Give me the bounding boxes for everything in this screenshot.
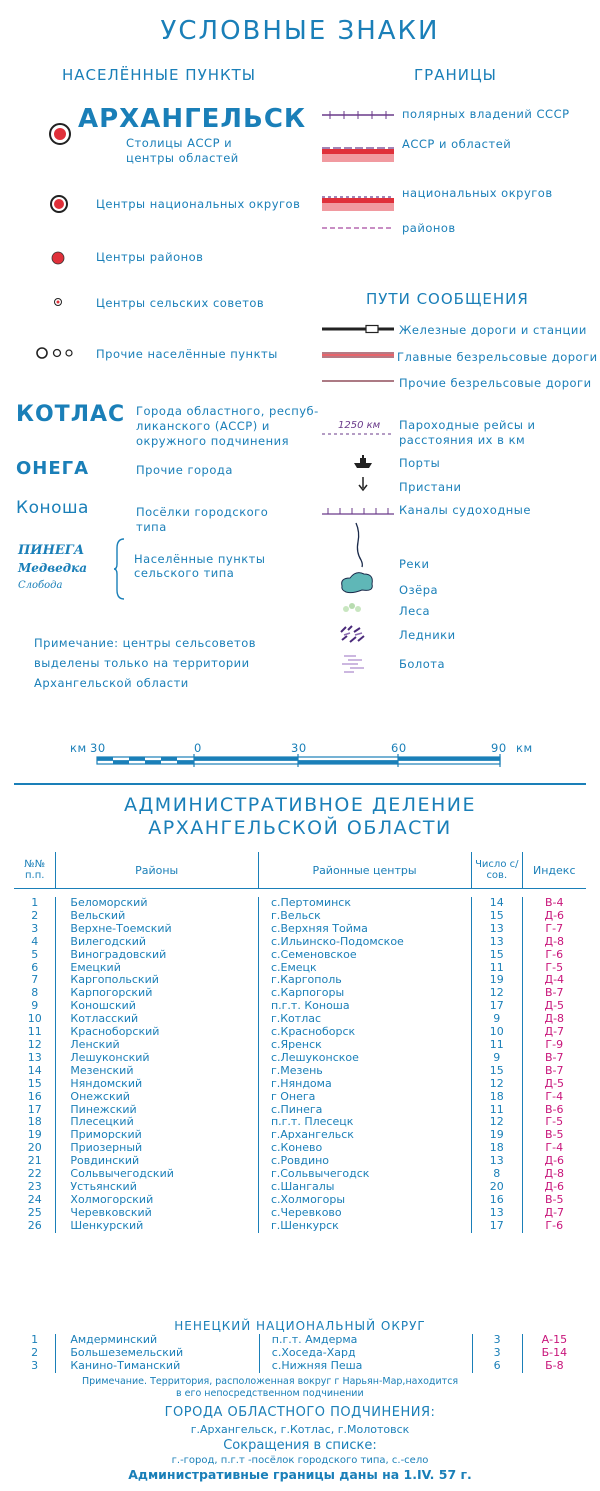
glaciers-label: Ледники: [399, 628, 456, 642]
row-index: В-7: [545, 1050, 564, 1064]
row-count: 20: [472, 1181, 523, 1194]
row-count: 17: [472, 1000, 523, 1013]
row-index: В-5: [545, 1192, 564, 1206]
nenets-title: НЕНЕЦКИЙ НАЦИОНАЛЬНЫЙ ОКРУГ: [174, 1319, 426, 1333]
row-index: Г-7: [545, 921, 564, 935]
row-district: Каргопольский: [56, 974, 259, 987]
row-center: г.Котлас: [258, 1013, 471, 1026]
row-center: г.Шенкурск: [258, 1220, 471, 1233]
row-district: Ленский: [56, 1039, 259, 1052]
row-district: Емецкий: [56, 962, 259, 975]
note-line-2: выделены только на территории: [34, 656, 250, 670]
ship-label-2: расстояния их в км: [399, 433, 526, 447]
row-center: с.Нижняя Пеша: [259, 1360, 472, 1373]
row-num: 24: [14, 1194, 56, 1207]
row-district: Лешуконский: [56, 1052, 259, 1065]
scale-tick-30: 30: [291, 741, 307, 755]
swamps-label: Болота: [399, 657, 446, 671]
capital-desc-2: центры областей: [126, 151, 239, 165]
table-row: [14, 1207, 586, 1220]
pier-icon: [357, 476, 369, 492]
row-district: Котласский: [56, 1013, 259, 1026]
row-num: 2: [14, 1347, 56, 1360]
main-road-icon: [322, 351, 394, 359]
main-road-label: Главные безрельсовые дороги: [397, 350, 598, 364]
glacier-icon: [338, 624, 368, 646]
scale-tick-30-left: 30: [90, 741, 106, 755]
district-centers-label: Центры районов: [96, 250, 204, 264]
row-num: 15: [14, 1078, 56, 1091]
admin-table: [14, 852, 586, 1233]
row-num: 4: [14, 936, 56, 949]
routes-heading: ПУТИ СООБЩЕНИЯ: [366, 290, 529, 308]
row-center: г.Вельск: [258, 910, 471, 923]
row-count: 9: [472, 1013, 523, 1026]
row-district: Приозерный: [56, 1142, 259, 1155]
row-center: п.г.т. Плесецк: [258, 1116, 471, 1129]
ship-distance-label: 1250 км: [338, 420, 381, 431]
kotlas-desc-2: ликанского (АССР) и: [136, 419, 270, 433]
header-center: Районные центры: [258, 852, 471, 889]
row-num: 13: [14, 1052, 56, 1065]
row-district: Красноборский: [56, 1026, 259, 1039]
row-center: с.Емецк: [258, 962, 471, 975]
onega-desc: Прочие города: [136, 463, 233, 477]
row-district: Большеземельский: [56, 1347, 259, 1360]
scale-unit-right: км: [516, 741, 533, 755]
row-index: Д-6: [544, 1179, 565, 1193]
row-district: Устьянский: [56, 1181, 259, 1194]
rural-desc-1: Населённые пункты: [134, 552, 266, 566]
table-row: [14, 910, 586, 923]
row-num: 3: [14, 923, 56, 936]
row-district: Шенкурский: [56, 1220, 259, 1233]
national-center-icon: [49, 194, 69, 214]
onega-sample: ОНЕГА: [16, 458, 90, 479]
row-count: 12: [472, 1078, 523, 1091]
row-center: с.Карпогоры: [258, 987, 471, 1000]
row-num: 9: [14, 1000, 56, 1013]
row-index: Г-6: [545, 1218, 564, 1232]
row-center: с.Ровдино: [258, 1155, 471, 1168]
abbr-title: Сокращения в списке:: [223, 1438, 377, 1453]
row-num: 19: [14, 1129, 56, 1142]
row-index: Д-7: [544, 1205, 565, 1219]
row-center: с.Красноборск: [258, 1026, 471, 1039]
row-num: 25: [14, 1207, 56, 1220]
row-index: Д-8: [544, 1167, 565, 1181]
row-num: 26: [14, 1220, 56, 1233]
assr-border-icon: [322, 146, 394, 162]
river-icon: [350, 522, 370, 568]
table-row: [14, 1065, 586, 1078]
district-rows: [14, 897, 586, 1233]
admin-title-1: АДМИНИСТРАТИВНОЕ ДЕЛЕНИЕ: [123, 794, 477, 816]
row-num: 22: [14, 1168, 56, 1181]
row-district: Коношский: [56, 1000, 259, 1013]
row-district: Верхне-Тоемский: [56, 923, 259, 936]
row-center: г.Каргополь: [258, 974, 471, 987]
row-center: с.Черевково: [258, 1207, 471, 1220]
table-row: [14, 1039, 586, 1052]
national-centers-label: Центры национальных округов: [96, 197, 301, 211]
row-center: с.Холмогоры: [258, 1194, 471, 1207]
row-center: г.Мезень: [258, 1065, 471, 1078]
row-num: 14: [14, 1065, 56, 1078]
row-index: В-7: [545, 1063, 564, 1077]
row-district: Черевковский: [56, 1207, 259, 1220]
row-index: Г-4: [545, 1141, 564, 1155]
row-num: 6: [14, 962, 56, 975]
row-index: Г-5: [545, 1115, 564, 1129]
row-index: Г-9: [545, 1037, 564, 1051]
piers-label: Пристани: [399, 480, 462, 494]
row-index: Д-7: [544, 1025, 565, 1039]
row-district: Пинежский: [56, 1104, 259, 1117]
row-count: 3: [472, 1347, 522, 1360]
kotlas-sample: КОТЛАС: [16, 402, 126, 427]
row-index: Д-4: [544, 973, 565, 987]
row-index: Г-5: [545, 960, 564, 974]
row-num: 1: [14, 897, 56, 910]
row-count: 12: [472, 987, 523, 1000]
cities-title: ГОРОДА ОБЛАСТНОГО ПОДЧИНЕНИЯ:: [164, 1405, 436, 1420]
row-index: В-4: [545, 896, 564, 909]
row-center: с.Шангалы: [258, 1181, 471, 1194]
row-center: с.Ильинско-Подомское: [258, 936, 471, 949]
row-center: г Онега: [258, 1091, 471, 1104]
row-count: 9: [472, 1052, 523, 1065]
row-index: Д-8: [544, 934, 565, 948]
row-count: 15: [472, 910, 523, 923]
table-row: [14, 1347, 586, 1360]
district-border-icon: [322, 225, 394, 231]
row-count: 15: [472, 1065, 523, 1078]
national-border-label: национальных округов: [402, 186, 553, 200]
row-center: с.Пертоминск: [258, 897, 471, 910]
village-council-icon: [53, 297, 63, 307]
row-index: Д-6: [544, 1154, 565, 1168]
forests-label: Леса: [399, 604, 431, 618]
lakes-label: Озёра: [399, 583, 439, 597]
row-num: 20: [14, 1142, 56, 1155]
assr-border-label: АССР и областей: [402, 137, 512, 151]
polar-border-icon: [322, 110, 394, 120]
row-index: А-15: [541, 1333, 568, 1346]
row-center: г.Няндома: [258, 1078, 471, 1091]
row-num: 23: [14, 1181, 56, 1194]
note-line-1: Примечание: центры сельсоветов: [34, 636, 257, 650]
row-center: с.Верхняя Тойма: [258, 923, 471, 936]
row-count: 13: [472, 1207, 523, 1220]
row-index: Г-4: [545, 1089, 564, 1103]
row-index: Г-6: [545, 947, 564, 961]
table-row: [14, 923, 586, 936]
row-center: с.Хоседа-Хард: [259, 1347, 472, 1360]
polar-border-label: полярных владений СССР: [402, 107, 570, 121]
header-index: Индекс: [522, 852, 586, 889]
row-num: 5: [14, 949, 56, 962]
ports-label: Порты: [399, 456, 441, 470]
row-center: г.Архангельск: [258, 1129, 471, 1142]
scale-unit-left: км: [70, 741, 87, 755]
row-district: Вельский: [56, 910, 259, 923]
national-border-icon: [322, 195, 394, 211]
row-count: 13: [472, 923, 523, 936]
row-count: 10: [472, 1026, 523, 1039]
row-index: В-6: [545, 1102, 564, 1116]
row-center: с.Пинега: [258, 1104, 471, 1117]
settlements-heading: НАСЕЛЁННЫЕ ПУНКТЫ: [62, 66, 257, 84]
table-row: [14, 949, 586, 962]
row-count: 11: [472, 1039, 523, 1052]
canal-icon: [322, 504, 394, 516]
railway-icon: [322, 324, 394, 334]
admin-title-2: АРХАНГЕЛЬСКОЙ ОБЛАСТИ: [148, 817, 452, 839]
row-count: 6: [472, 1360, 522, 1373]
row-district: Карпогорский: [56, 987, 259, 1000]
header-num: №№ п.п.: [14, 852, 56, 889]
scale-tick-90: 90: [491, 741, 507, 755]
row-count: 13: [472, 936, 523, 949]
port-icon: [352, 455, 374, 469]
table-row: [14, 1334, 586, 1347]
district-center-icon: [50, 250, 66, 266]
row-num: 2: [14, 910, 56, 923]
rivers-label: Реки: [399, 557, 430, 571]
capital-symbol-icon: [48, 122, 72, 146]
row-count: 11: [472, 962, 523, 975]
medvedka-sample: Медведка: [18, 561, 88, 575]
row-district: Сольвычегодский: [56, 1168, 259, 1181]
row-count: 17: [472, 1220, 523, 1233]
footnote-2: в его непосредственном подчинении: [176, 1388, 364, 1399]
sloboda-sample: Слобода: [18, 580, 63, 591]
table-row: [14, 1091, 586, 1104]
row-center: п.г.т. Амдерма: [259, 1334, 472, 1347]
railway-label: Железные дороги и станции: [399, 323, 587, 337]
konosha-desc-2: типа: [136, 520, 167, 534]
row-count: 13: [472, 1155, 523, 1168]
table-row: [14, 1220, 586, 1233]
ship-label-1: Пароходные рейсы и: [399, 418, 536, 432]
row-district: Ровдинский: [56, 1155, 259, 1168]
row-count: 16: [472, 1194, 523, 1207]
row-district: Приморский: [56, 1129, 259, 1142]
row-count: 19: [472, 1129, 523, 1142]
nenets-rows: [14, 1334, 586, 1373]
row-num: 18: [14, 1116, 56, 1129]
table-row: [14, 1181, 586, 1194]
kotlas-desc-1: Города областного, респуб-: [136, 404, 319, 418]
scale-bar: [96, 754, 502, 768]
table-row: [14, 1052, 586, 1065]
capital-name: АРХАНГЕЛЬСК: [78, 104, 307, 134]
row-count: 14: [472, 897, 523, 910]
rural-brace-icon: [114, 538, 126, 600]
admin-date: Административные границы даны на 1.IV. 57 г.: [128, 1467, 472, 1482]
row-index: Д-8: [544, 1012, 565, 1026]
row-count: 18: [472, 1142, 523, 1155]
table-row: [14, 936, 586, 949]
row-district: Няндомский: [56, 1078, 259, 1091]
row-count: 18: [472, 1091, 523, 1104]
row-district: Беломорский: [56, 897, 259, 910]
row-center: г.Сольвычегодск: [258, 1168, 471, 1181]
row-district: Онежский: [56, 1091, 259, 1104]
row-index: Д-5: [544, 999, 565, 1013]
footnote-1: Примечание. Территория, расположенная вокруг г Нарьян-Мар,находится: [82, 1376, 459, 1387]
note-line-3: Архангельской области: [34, 676, 189, 690]
row-index: Б-14: [541, 1345, 568, 1359]
scale-tick-0: 0: [194, 741, 202, 755]
konosha-desc-1: Посёлки городского: [136, 505, 269, 519]
forest-icon: [340, 600, 364, 616]
row-index: Д-6: [544, 908, 565, 922]
legend-title: УСЛОВНЫЕ ЗНАКИ: [160, 16, 440, 46]
row-num: 8: [14, 987, 56, 1000]
village-councils-label: Центры сельских советов: [96, 296, 265, 310]
row-count: 11: [472, 1104, 523, 1117]
row-num: 1: [14, 1334, 56, 1347]
row-num: 3: [14, 1360, 56, 1373]
capital-desc-1: Столицы АССР и: [126, 136, 233, 150]
rural-desc-2: сельского типа: [134, 566, 235, 580]
scale-tick-60: 60: [391, 741, 407, 755]
cities-list: г.Архангельск, г.Котлас, г.Молотовск: [190, 1423, 410, 1436]
abbr-text: г.-город, п.г.т -посёлок городского типа, с.-село: [171, 1455, 429, 1466]
row-num: 21: [14, 1155, 56, 1168]
row-center: с.Лешуконское: [258, 1052, 471, 1065]
table-row: [14, 1078, 586, 1091]
row-district: Амдерминский: [56, 1334, 259, 1347]
lake-icon: [338, 568, 378, 596]
row-count: 15: [472, 949, 523, 962]
header-district: Районы: [56, 852, 259, 889]
table-row: [14, 1360, 586, 1373]
nenets-table: [14, 1334, 586, 1373]
row-count: 3: [472, 1334, 522, 1347]
pinega-sample: ПИНЕГА: [18, 543, 85, 558]
canals-label: Каналы судоходные: [399, 503, 531, 517]
other-road-icon: [322, 379, 394, 383]
district-border-label: районов: [402, 221, 456, 235]
row-center: с.Яренск: [258, 1039, 471, 1052]
kotlas-desc-3: окружного подчинения: [136, 434, 290, 448]
row-num: 17: [14, 1104, 56, 1117]
table-row: [14, 897, 586, 910]
row-index: Б-8: [545, 1358, 564, 1372]
row-index: В-5: [545, 1128, 564, 1142]
konosha-sample: Коноша: [16, 498, 89, 518]
row-district: Холмогорский: [56, 1194, 259, 1207]
row-count: 19: [472, 974, 523, 987]
row-num: 7: [14, 974, 56, 987]
section-divider: [14, 783, 586, 785]
row-center: с.Конево: [258, 1142, 471, 1155]
other-settlements-label: Прочие населённые пункты: [96, 347, 278, 361]
row-center: п.г.т. Коноша: [258, 1000, 471, 1013]
row-district: Канино-Тиманский: [56, 1360, 259, 1373]
row-district: Мезенский: [56, 1065, 259, 1078]
table-row: [14, 1194, 586, 1207]
row-num: 10: [14, 1013, 56, 1026]
row-district: Плесецкий: [56, 1116, 259, 1129]
row-count: 12: [472, 1116, 523, 1129]
row-num: 11: [14, 1026, 56, 1039]
row-num: 12: [14, 1039, 56, 1052]
borders-heading: ГРАНИЦЫ: [414, 66, 497, 84]
row-index: В-7: [545, 986, 564, 1000]
other-road-label: Прочие безрельсовые дороги: [399, 376, 592, 390]
row-district: Вилегодский: [56, 936, 259, 949]
table-row: [14, 1168, 586, 1181]
row-count: 8: [472, 1168, 523, 1181]
header-count: Число с/сов.: [472, 852, 523, 889]
row-num: 16: [14, 1091, 56, 1104]
row-index: Д-5: [544, 1076, 565, 1090]
swamp-icon: [340, 652, 368, 674]
row-district: Виноградовский: [56, 949, 259, 962]
other-settlements-icon: [35, 346, 79, 360]
row-center: с.Семеновское: [258, 949, 471, 962]
